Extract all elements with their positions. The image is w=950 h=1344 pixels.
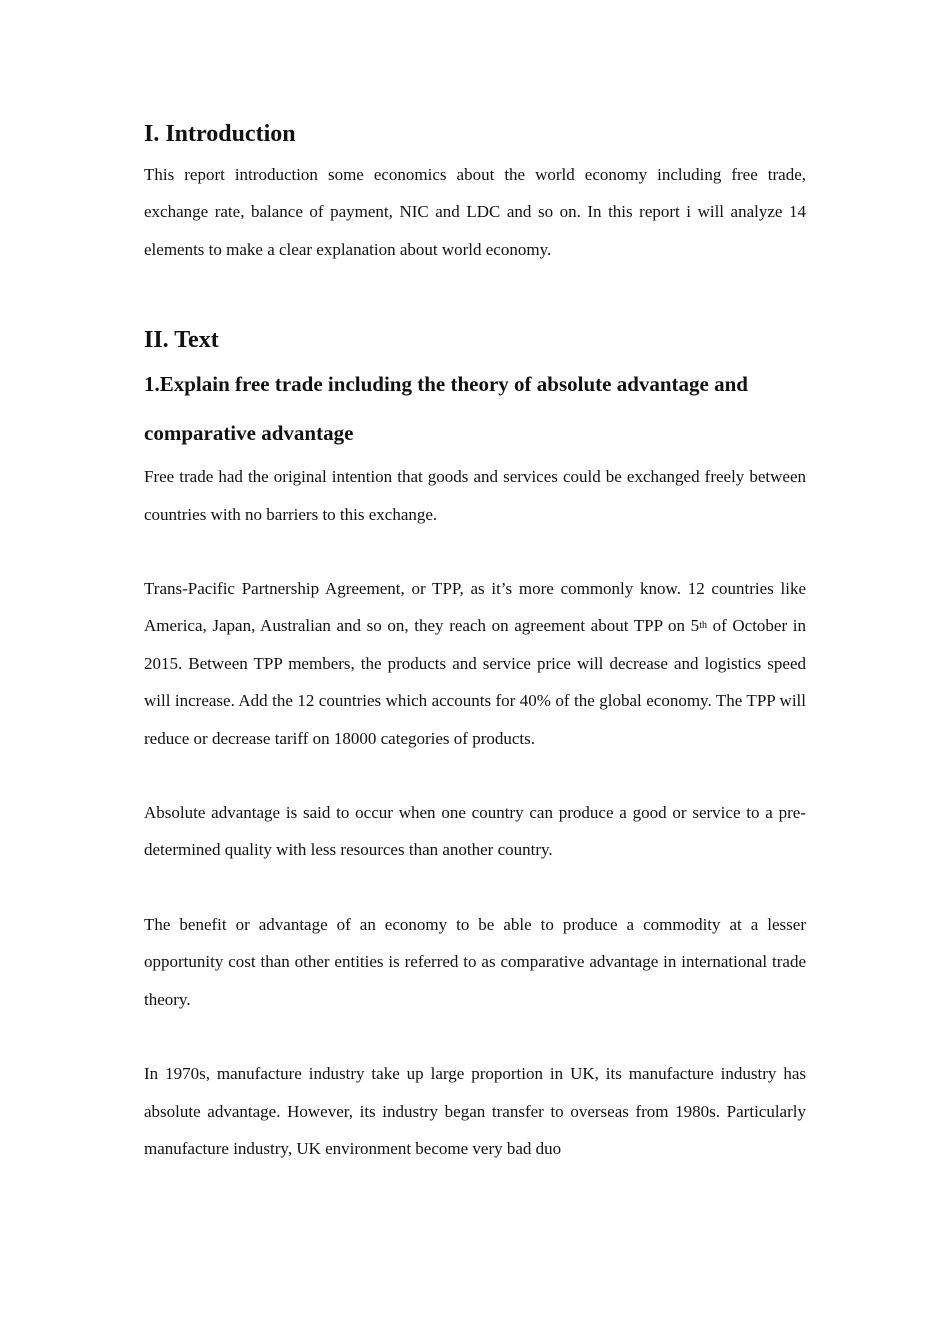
tpp-paragraph [144,570,806,757]
comparative-advantage-paragraph: The benefit or advantage of an economy to be able to produce a commodity at a lesser opportunity cost than other entities is referred to as comparative advantage in international trade theory. [144,914,806,1009]
spacer [144,1018,806,1055]
introduction-heading: I. Introduction [144,121,296,147]
free-trade-subheading: 1.Explain free trade including the theory of absolute advantage and comparative advantage [144,372,748,446]
uk-manufacture-paragraph: In 1970s, manufacture industry take up large proportion in UK, its manufacture industry has absolute advantage. However, its industry began transfer to overseas from 1980s. Particularly manufacture industry, UK environment become very bad duo [144,1064,806,1158]
text-section-heading: II. Text [144,327,219,354]
absolute-advantage-paragraph: Absolute advantage is said to occur when one country can produce a good or service to a pre-determined quality with less resources than another country. [144,803,806,860]
tpp-text-part-2: of October in 2015. Between TPP members, the products and service price will decrease and logistics speed will increase. Add the 12 countries which accounts for 40% of the global economy. The TPP will reduce or decrease tariff on 18000 categories of products. [144,616,806,748]
spacer [144,533,806,570]
introduction-paragraph: This report introduction some economics about the world economy including free trade, exchange rate, balance of payment, NIC and LDC and so on. In this report i will analyze 14 elements to make a clear explanation about world economy. [144,165,806,259]
ordinal-superscript: th [699,620,707,632]
spacer [144,757,806,794]
free-trade-paragraph: Free trade had the original intention that goods and services could be exchanged freely between countries with no barriers to this exchange. [144,467,806,524]
spacer [144,268,806,324]
tpp-text-part-1: Trans-Pacific Partnership Agreement, or TPP, as it’s more commonly know. 12 countries like America, Japan, Australian and so on, they reach on agreement about TPP on 5 [144,579,806,636]
document-body [144,118,806,1167]
spacer [144,869,806,906]
